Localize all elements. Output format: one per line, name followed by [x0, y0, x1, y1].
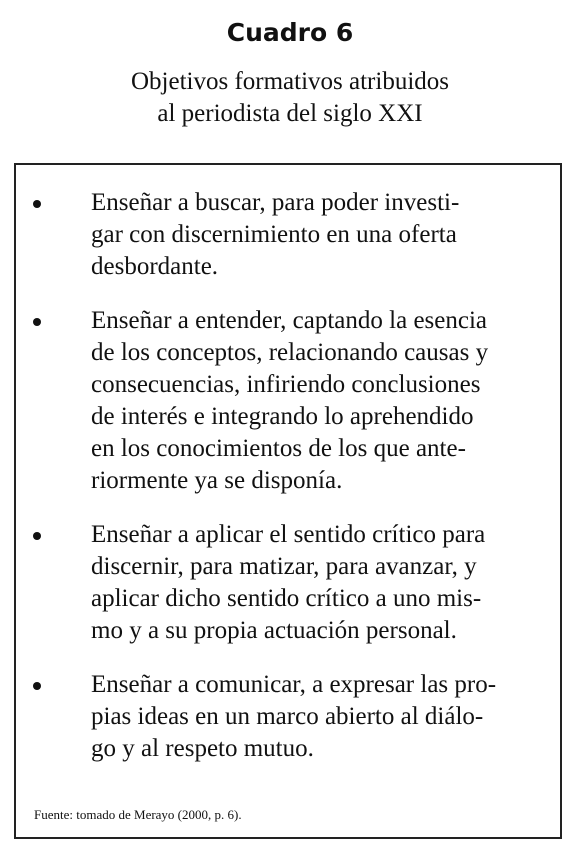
bullet-icon [33, 318, 41, 326]
item-text-line: Enseñar a comunicar, a expresar las pro- [91, 671, 497, 698]
item-text-line: riormente ya se disponía. [91, 467, 343, 494]
item-text-line: Enseñar a aplicar el sentido crítico para [91, 521, 486, 548]
item-text-line: de los conceptos, relacionando causas y [91, 339, 489, 366]
item-text-line: aplicar dicho sentido crítico a uno mis- [91, 585, 482, 612]
list-item [16, 519, 560, 647]
item-text-line: consecuencias, infiriendo conclusiones [91, 371, 481, 398]
content-box [14, 163, 562, 839]
subtitle-line: Objetivos formativos atribuidos [130, 68, 450, 95]
list-item [16, 305, 560, 497]
item-text-line: mo y a su propia actuación personal. [91, 617, 457, 644]
item-text-line: de interés e integrando lo aprehendido [91, 403, 474, 430]
item-text-line: Enseñar a buscar, para poder investi- [91, 189, 460, 216]
table-subtitle [0, 66, 580, 130]
item-text-line: desbordante. [91, 253, 219, 280]
bullet-icon [33, 682, 41, 690]
table-title: Cuadro 6 [226, 18, 354, 47]
item-text-line: go y al respeto mutuo. [91, 735, 314, 762]
list-item [16, 669, 560, 765]
source-note: Fuente: tomado de Merayo (2000, p. 6). [34, 807, 242, 822]
objectives-list [16, 187, 560, 787]
subtitle-line: al periodista del siglo XXI [157, 100, 423, 127]
list-item [16, 187, 560, 283]
item-text-line: en los conocimientos de los que ante- [91, 435, 466, 462]
bullet-icon [33, 200, 41, 208]
item-text-line: gar con discernimiento en una oferta [91, 221, 457, 248]
bullet-icon [33, 532, 41, 540]
item-text-line: discernir, para matizar, para avanzar, y [91, 553, 477, 580]
item-text-line: pias ideas en un marco abierto al diálo- [91, 703, 484, 730]
item-text-line: Enseñar a entender, captando la esencia [91, 307, 488, 334]
